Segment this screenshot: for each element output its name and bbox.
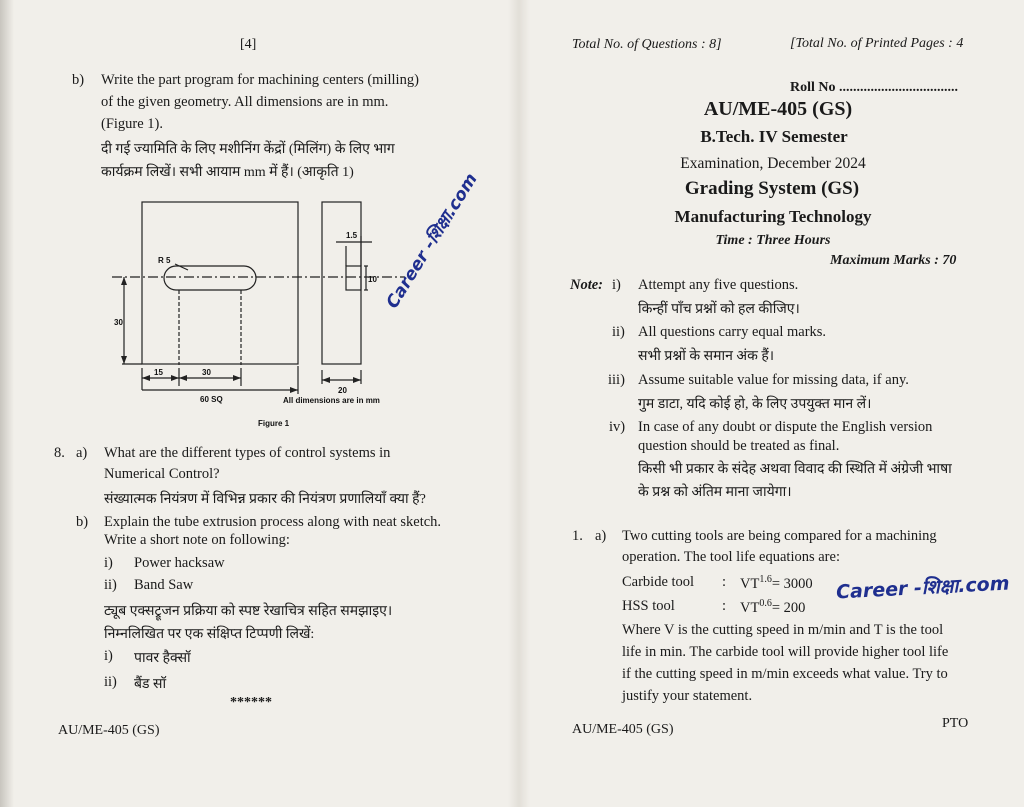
q1a-label: a) xyxy=(595,528,607,544)
q8b-hindi-line: ट्यूब एक्सट्रूजन प्रक्रिया को स्पष्ट रेखाचित्र सहित समझाइए। xyxy=(104,604,393,619)
list-item-number: ii) xyxy=(104,674,117,690)
q1a-text-line: operation. The tool life equations are: xyxy=(622,549,840,565)
figure-caption: Figure 1 xyxy=(258,419,290,428)
list-item-number: ii) xyxy=(104,577,117,593)
note-number: iv) xyxy=(609,419,626,435)
total-pages: [Total No. of Printed Pages : 4 xyxy=(790,36,964,51)
equation-rhs: = 200 xyxy=(771,599,806,616)
equation-base: VT xyxy=(740,575,760,592)
left-footer-code: AU/ME-405 (GS) xyxy=(58,723,160,738)
dim-1-5: 1.5 xyxy=(346,231,358,240)
q7b-label: b) xyxy=(72,72,85,88)
colon: : xyxy=(722,574,727,590)
page-number: [4] xyxy=(240,37,257,52)
note-text: In case of any doubt or dispute the English version xyxy=(638,419,933,435)
equation-rhs: = 3000 xyxy=(771,575,813,592)
q7b-text-line: (Figure 1). xyxy=(101,116,164,132)
q8a-label: a) xyxy=(76,445,88,461)
q7b-hindi-line: कार्यक्रम लिखें। सभी आयाम mm में हैं। (आकृति 1) xyxy=(101,165,354,180)
hss-tool-label: HSS tool xyxy=(622,598,675,614)
note-hindi: किन्हीं पाँच प्रश्नों को हल कीजिए। xyxy=(638,302,800,317)
subject-title: Manufacturing Technology xyxy=(674,207,872,226)
list-item-number: i) xyxy=(104,648,113,664)
dim-15: 15 xyxy=(154,368,163,377)
q8b-text-line: Explain the tube extrusion process along with neat sketch. xyxy=(104,514,442,530)
dimension-note: All dimensions are in mm xyxy=(283,396,380,405)
list-item: पावर हैक्सॉ xyxy=(134,651,191,666)
q8a-hindi: संख्यात्मक नियंत्रण में विभिन्न प्रकार की नियंत्रण प्रणालियाँ क्या हैं? xyxy=(104,492,426,507)
total-questions: Total No. of Questions : 8] xyxy=(572,37,722,52)
list-item-number: i) xyxy=(104,555,113,571)
q1a-body-line: Where V is the cutting speed in m/min and T is the tool xyxy=(622,622,944,638)
pto-label: PTO xyxy=(942,716,969,731)
carbide-equation xyxy=(740,574,813,593)
q7b-hindi-line: दी गई ज्यामिति के लिए मशीनिंग केंद्रों (मिलिंग) के लिए भाग xyxy=(101,142,395,157)
q1a-body-line: justify your statement. xyxy=(622,688,753,704)
maximum-marks: Maximum Marks : 70 xyxy=(830,253,957,268)
semester: B.Tech. IV Semester xyxy=(700,127,848,146)
note-number: iii) xyxy=(608,372,625,388)
note-hindi: के प्रश्न को अंतिम माना जायेगा। xyxy=(638,485,792,500)
equation-base: VT xyxy=(740,599,760,616)
hss-equation xyxy=(740,598,805,617)
page-edge-shadow xyxy=(0,0,14,807)
q1a-body-line: if the cutting speed in m/min exceeds what value. Try to xyxy=(622,666,948,682)
grading-system: Grading System (GS) xyxy=(684,178,860,199)
note-text: Attempt any five questions. xyxy=(638,277,799,293)
equation-exponent: 1.6 xyxy=(759,574,772,585)
time-allowed: Time : Three Hours xyxy=(715,233,831,248)
dim-30-vertical: 30 xyxy=(114,318,123,327)
q7b-text-line: of the given geometry. All dimensions are in mm. xyxy=(101,94,389,110)
q8a-text-line: What are the different types of control systems in xyxy=(104,445,391,461)
note-number: i) xyxy=(612,277,621,293)
note-hindi: किसी भी प्रकार के संदेह अथवा विवाद की स्थिति में अंग्रेजी भाषा xyxy=(638,462,952,477)
list-item: Band Saw xyxy=(134,577,194,593)
dim-30-horizontal: 30 xyxy=(202,368,211,377)
note-hindi: सभी प्रश्नों के समान अंक हैं। xyxy=(638,349,775,364)
end-of-paper-mark: ****** xyxy=(230,695,272,710)
q8b-hindi-line: निम्नलिखित पर एक संक्षिप्त टिप्पणी लिखें: xyxy=(104,627,315,642)
q8b-label: b) xyxy=(76,514,89,530)
note-hindi: गुम डाटा, यदि कोई हो, के लिए उपयुक्त मान लें। xyxy=(638,397,872,412)
list-item: बैंड सॉ xyxy=(134,677,167,692)
roll-no: Roll No .................................. xyxy=(790,80,958,95)
page-gutter xyxy=(508,0,530,807)
carbide-tool-label: Carbide tool xyxy=(622,574,695,590)
workpiece-side-view xyxy=(322,202,361,364)
watermark: Career -शिक्षा.com xyxy=(835,572,1011,604)
q8b-text-line: Write a short note on following: xyxy=(104,532,290,548)
colon: : xyxy=(722,598,727,614)
slot-outline xyxy=(164,266,256,290)
dim-10: 10 xyxy=(368,275,377,284)
watermark: Career -शिक्षा.com xyxy=(382,169,482,313)
q8a-text-line: Numerical Control? xyxy=(104,466,220,482)
q1-number: 1. xyxy=(572,528,583,544)
dim-r5: R 5 xyxy=(158,256,171,265)
note-number: ii) xyxy=(612,324,625,340)
q1a-text-line: Two cutting tools are being compared for a machining xyxy=(622,528,937,544)
q8-number: 8. xyxy=(54,445,65,461)
note-text: question should be treated as final. xyxy=(638,438,840,454)
dim-60sq: 60 SQ xyxy=(200,395,223,404)
q1a-body-line: life in min. The carbide tool will provide higher tool life xyxy=(622,644,949,660)
slot-section xyxy=(346,266,361,290)
equation-exponent: 0.6 xyxy=(759,598,772,609)
paper-code: AU/ME-405 (GS) xyxy=(703,98,853,120)
note-text: All questions carry equal marks. xyxy=(638,324,827,340)
q7b-text-line: Write the part program for machining centers (milling) xyxy=(101,72,419,88)
examination-date: Examination, December 2024 xyxy=(680,155,866,172)
list-item: Power hacksaw xyxy=(134,555,225,571)
right-footer-code: AU/ME-405 (GS) xyxy=(572,722,674,737)
dim-20: 20 xyxy=(338,386,347,395)
note-label: Note: xyxy=(570,277,604,293)
note-text: Assume suitable value for missing data, if any. xyxy=(638,372,909,388)
